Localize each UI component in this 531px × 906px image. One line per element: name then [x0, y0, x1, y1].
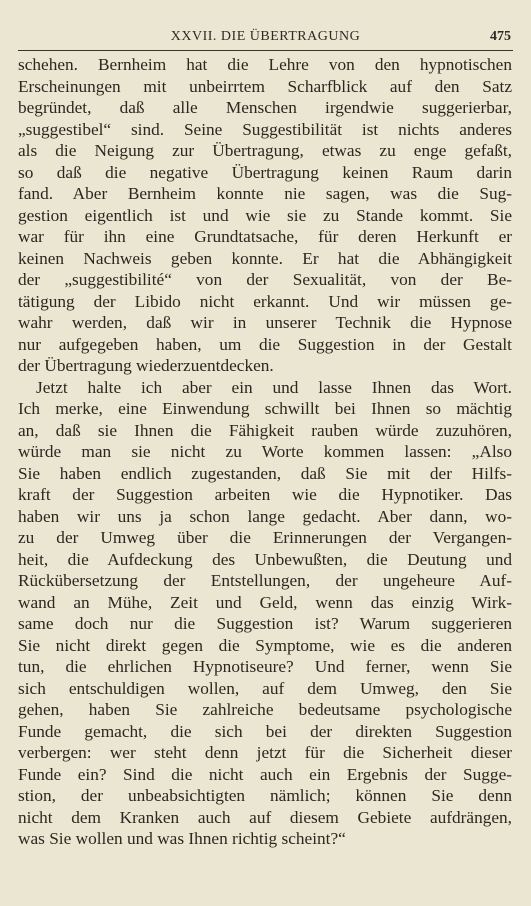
text-line: nicht dem Kranken auch auf diesem Gebiete aufdrängen, [18, 807, 512, 827]
text-line: als die Neigung zur Übertragung, etwas zu enge gefaßt, [18, 141, 512, 160]
text-line: der „suggestibilité“ von der Sexualität, von der Be- [18, 270, 512, 289]
paragraph-start-line: Jetzt halte ich aber ein und lasse Ihnen das Wort. [36, 377, 512, 397]
text-line: Ich merke, eine Einwendung schwillt bei Ihnen so mächtig [18, 399, 512, 418]
text-line: haben wir uns ja schon lange gedacht. Aber dann, wo- [18, 506, 512, 526]
text-line: Funde gemacht, die sich bei der direkten Suggestion [18, 721, 512, 741]
text-line: „suggestibel“ sind. Seine Suggestibilität ist nichts anderes [18, 119, 512, 139]
text-line: tätigung der Libido nicht erkannt. Und wir müssen ge- [18, 291, 512, 311]
text-line: war für ihn eine Grundtatsache, für deren Herkunft er [18, 227, 512, 246]
paragraph-end-line: der Übertragung wiederzuentdecken. [18, 356, 274, 375]
running-title: XXVII. DIE ÜBERTRAGUNG [170, 29, 361, 44]
text-line: Sie haben endlich zugestanden, daß Sie mit der Hilfs- [18, 463, 512, 483]
text-line: kraft der Suggestion arbeiten wie die Hypnotiker. Das [18, 485, 512, 504]
text-line: same doch nur die Suggestion ist? Warum suggerieren [18, 614, 512, 633]
text-line: heit, die Aufdeckung des Unbewußten, die Deutung und [18, 549, 512, 569]
page-number: 475 [490, 29, 511, 44]
text-line: stion, der unbeabsichtigten nämlich; können Sie denn [18, 786, 512, 805]
text-line: Sie nicht direkt gegen die Symptome, wie es die anderen [18, 635, 512, 655]
text-line: verbergen: wer steht denn jetzt für die Sicherheit dieser [18, 743, 512, 762]
text-line: wand an Mühe, Zeit und Geld, wenn das einzig Wirk- [18, 592, 512, 612]
text-line: zu der Umweg über die Erinnerungen der Vergangen- [18, 528, 512, 547]
body-text [18, 54, 512, 850]
text-line: Rückübersetzung der Entstellungen, der ungeheure Auf- [18, 571, 512, 590]
page-header [18, 28, 513, 51]
text-line: wahr werden, daß wir in unserer Technik die Hypnose [18, 313, 512, 332]
text-line: würde man sie nicht zu Worte kommen lassen: „Also [18, 442, 512, 461]
text-line: Erscheinungen mit unbeirrtem Scharfblick auf den Satz [18, 76, 512, 96]
text-line: nur aufgegeben haben, um die Suggestion in der Gestalt [18, 334, 512, 354]
text-line: keinen Nachweis geben konnte. Er hat die Abhängigkeit [18, 248, 512, 268]
text-line: Funde ein? Sind die nicht auch ein Ergebnis der Sugge- [18, 764, 512, 784]
text-line: an, daß sie Ihnen die Fähigkeit rauben würde zuzuhören, [18, 420, 512, 440]
paragraph-end-line: was Sie wollen und was Ihnen richtig scheint?“ [18, 829, 346, 848]
text-line: tun, die ehrlichen Hypnotiseure? Und ferner, wenn Sie [18, 657, 512, 676]
text-line: so daß die negative Übertragung keinen Raum darin [18, 162, 512, 182]
text-line: gehen, haben Sie zahlreiche bedeutsame psychologische [18, 700, 512, 719]
text-line: gestion eigentlich ist und wie sie zu Stande kommt. Sie [18, 205, 512, 225]
text-line: begründet, daß alle Menschen irgendwie suggerierbar, [18, 98, 512, 117]
text-line: fand. Aber Bernheim konnte nie sagen, was die Sug- [18, 184, 512, 203]
text-line: schehen. Bernheim hat die Lehre von den hypnotischen [18, 55, 512, 74]
text-line: sich entschuldigen wollen, auf dem Umweg, den Sie [18, 678, 512, 698]
